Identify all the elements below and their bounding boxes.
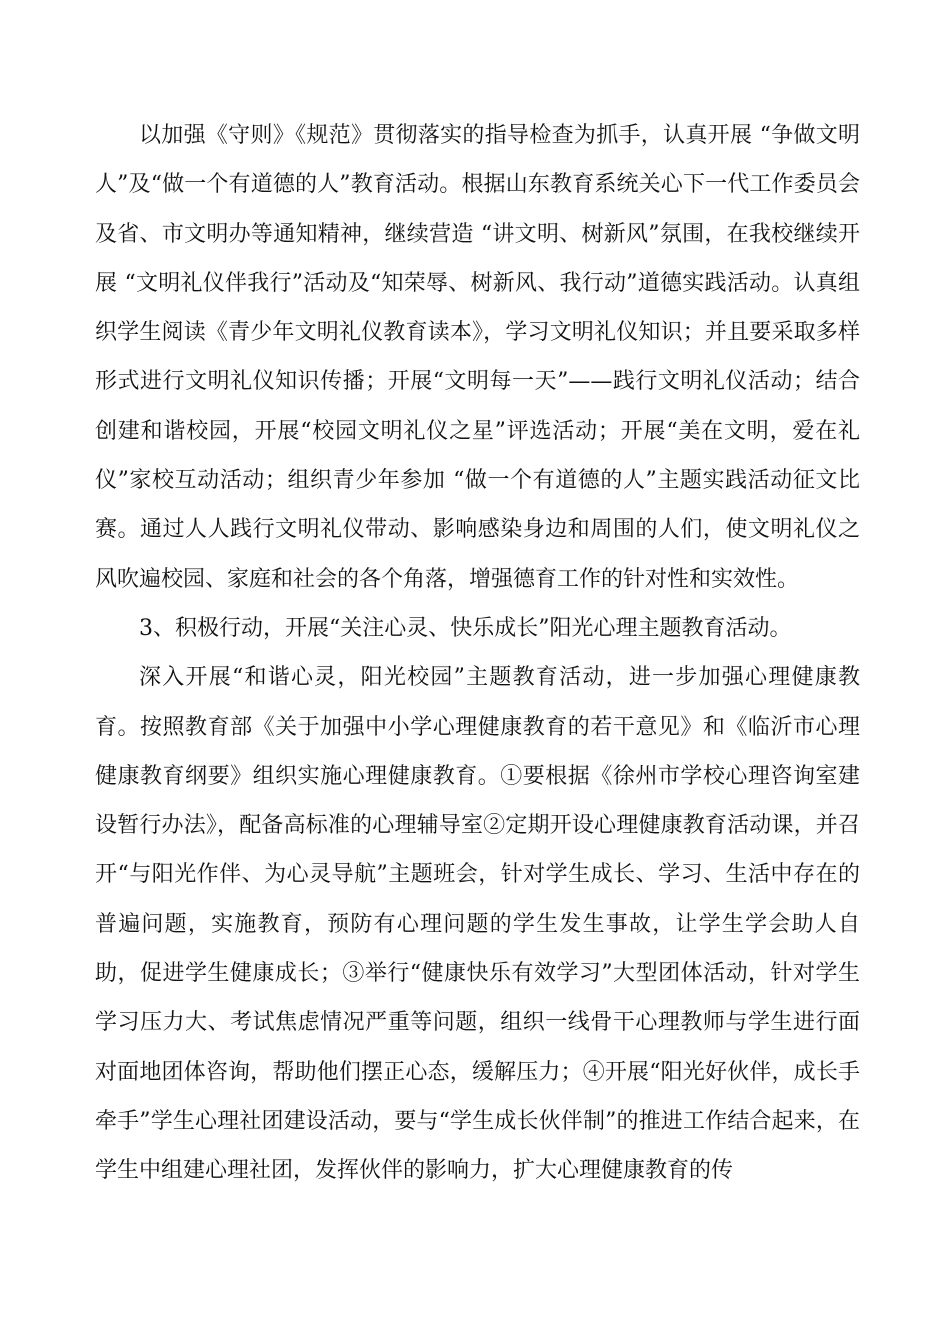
paragraph-heading-psychology-activity: 3、积极行动，开展“关注心灵、快乐成长”阳光心理主题教育活动。 <box>139 615 792 641</box>
paragraph-civility-education: 以加强《守则》《规范》贯彻落实的指导检查为抓手，认真开展 “争做文明人”及“做一个有道德的人”教育活动。根据山东教育系统关心下一代工作委员会及省、市文明办等通知精神，继续营造 “讲文明、树新风”氛围，在我校继续开展 “文明礼仪伴我行”活动及“知荣辱、树新风、我行动”道德实践活动。认真组织学生阅读《青少年文明礼仪教育读本》，学习文明礼仪知识；并且要采取多样形式进行文明礼仪知识传播；开展“文明每一天”——践行文明礼仪活动；结合创建和谐校园，开展“校园文明礼仪之星”评选活动；开展“美在文明，爱在礼仪”家校互动活动；组织青少年参加 “做一个有道德的人”主题实践活动征文比赛。通过人人践行文明礼仪带动、影响感染身边和周围的人们，使文明礼仪之风吹遍校园、家庭和社会的各个角落，增强德育工作的针对性和实效性。 <box>95 123 860 592</box>
paragraph-mental-health-education: 深入开展“和谐心灵，阳光校园”主题教育活动，进一步加强心理健康教育。按照教育部《关于加强中小学心理健康教育的若干意见》和《临沂市心理健康教育纲要》组织实施心理健康教育。①要根据《徐州市学校心理咨询室建设暂行办法》，配备高标准的心理辅导室②定期开设心理健康教育活动课，并召开“与阳光作伴、为心灵导航”主题班会，针对学生成长、学习、生活中存在的普遍问题，实施教育，预防有心理问题的学生发生事故，让学生学会助人自助，促进学生健康成长；③举行“健康快乐有效学习”大型团体活动，针对学生学习压力大、考试焦虑情况严重等问题，组织一线骨干心理教师与学生进行面对面地团体咨询，帮助他们摆正心态，缓解压力；④开展“阳光好伙伴，成长手牵手”学生心理社团建设活动，要与“学生成长伙伴制”的推进工作结合起来，在学生中组建心理社团，发挥伙伴的影响力，扩大心理健康教育的传 <box>95 665 860 1184</box>
document-body <box>95 111 860 1196</box>
